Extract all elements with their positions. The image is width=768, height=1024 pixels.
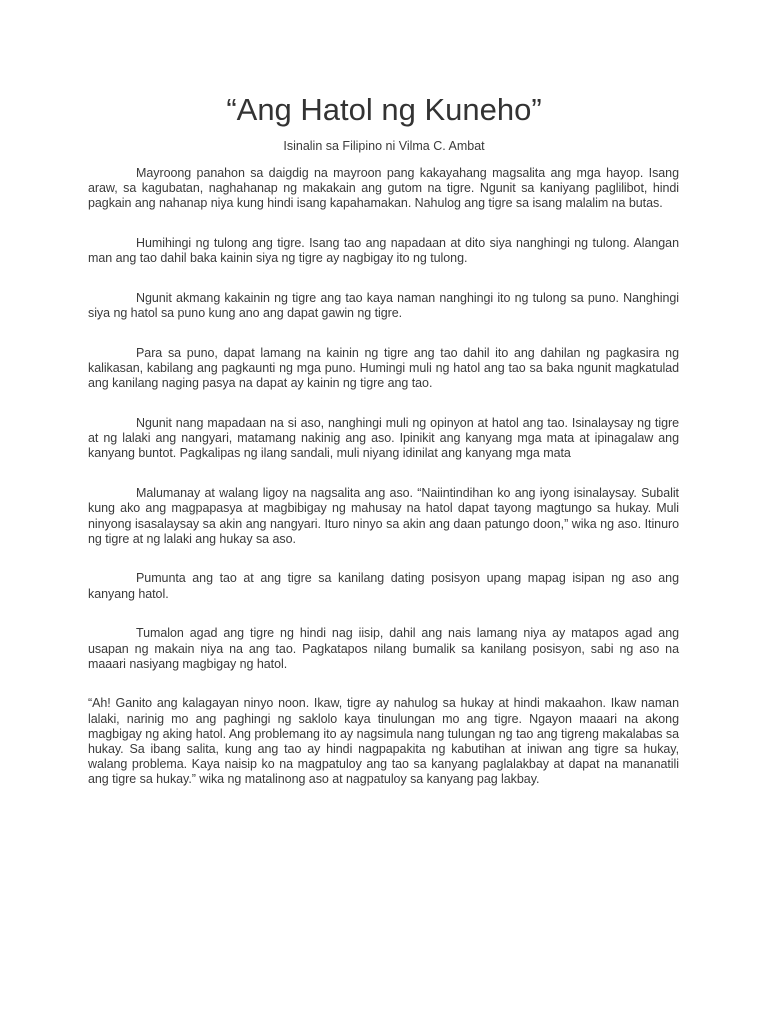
document-title: “Ang Hatol ng Kuneho” — [226, 92, 542, 127]
paragraph: Para sa puno, dapat lamang na kainin ng tigre ang tao dahil ito ang dahilan ng pagkasira ng kalikasan, kabilang ang pagkaunti ng mga puno. Humingi muli ng hatol ang tao sa baka ngunit magkatulad ang kanilang naging pasya na dapat ay kainin ng tigre ang tao. — [88, 345, 679, 391]
paragraph: Pumunta ang tao at ang tigre sa kanilang dating posisyon upang mapag isipan ng aso ang kanyang hatol. — [88, 571, 679, 601]
paragraph: Ngunit nang mapadaan na si aso, nanghingi muli ng opinyon at hatol ang tao. Isinalaysay ng tigre at ng lalaki ang nangyari, matamang nakinig ang aso. Ipinikit ang kanyang mga mata at ipinagalaw ang kanyang buntot. Pagkalipas ng ilang sandali, muli niyang idinilat ang kanyang mga mata — [88, 416, 679, 461]
paragraph: Mayroong panahon sa daigdig na mayroon pang kakayahang magsalita ang mga hayop. Isang araw, sa kagubatan, naghahanap ng makakain ang gutom na tigre. Ngunit sa kaniyang paglilibot, hindi pagkain ang nahanap niya kung hindi isang kapahamakan. Nahulog ang tigre sa isang malalim na butas. — [88, 166, 679, 211]
paragraph: Ngunit akmang kakainin ng tigre ang tao kaya naman nanghingi ito ng tulong sa puno. Nanghingi siya ng hatol sa puno kung ano ang dapat gawin ng tigre. — [88, 291, 679, 321]
document-subtitle: Isinalin sa Filipino ni Vilma C. Ambat — [283, 139, 485, 153]
paragraph: “Ah! Ganito ang kalagayan ninyo noon. Ikaw, tigre ay nahulog sa hukay at hindi makaahon. Ikaw naman lalaki, narinig mo ang paghingi ng saklolo kaya tinulungan mo ang tigre. Ngayon maaari na akong magbigay ng aking hatol. Ang problemang ito ay nagsimula nang tulungan ng tao ang tigreng makalabas sa hukay. Sa ibang salita, kung ang tao ay hindi nagpapakita ng kabutihan at iniwan ang tigre sa hukay, walang problema. Kaya naisip ko na magpatuloy ang tao sa kanyang paglalakbay at dapat na mananatili ang tigre sa hukay.” wika ng matalinong aso at nagpatuloy sa kanyang pag lakbay. — [88, 696, 679, 787]
document-body — [88, 166, 679, 812]
paragraph: Tumalon agad ang tigre ng hindi nag iisip, dahil ang nais lamang niya ay matapos agad ang usapan ng makain niya na ang tao. Pagkatapos nilang bumalik sa kanilang posisyon, sabi ng aso na maaari nasiyang magbigay ng hatol. — [88, 626, 679, 671]
paragraph: Humihingi ng tulong ang tigre. Isang tao ang napadaan at dito siya nanghingi ng tulong. Alangan man ang tao dahil baka kainin siya ng tigre ay nagbigay ito ng tulong. — [88, 236, 679, 266]
paragraph: Malumanay at walang ligoy na nagsalita ang aso. “Naiintindihan ko ang iyong isinalaysay. Subalit kung ako ang magpapasya at magbibigay ng mahusay na hatol dapat tayong magtungo sa hukay. Muli ninyong isasalaysay sa akin ang nangyari. Ituro ninyo sa akin ang daan patungo doon,” wika ng aso. Itinuro ng tigre at ng lalaki ang hukay sa aso. — [88, 486, 679, 546]
